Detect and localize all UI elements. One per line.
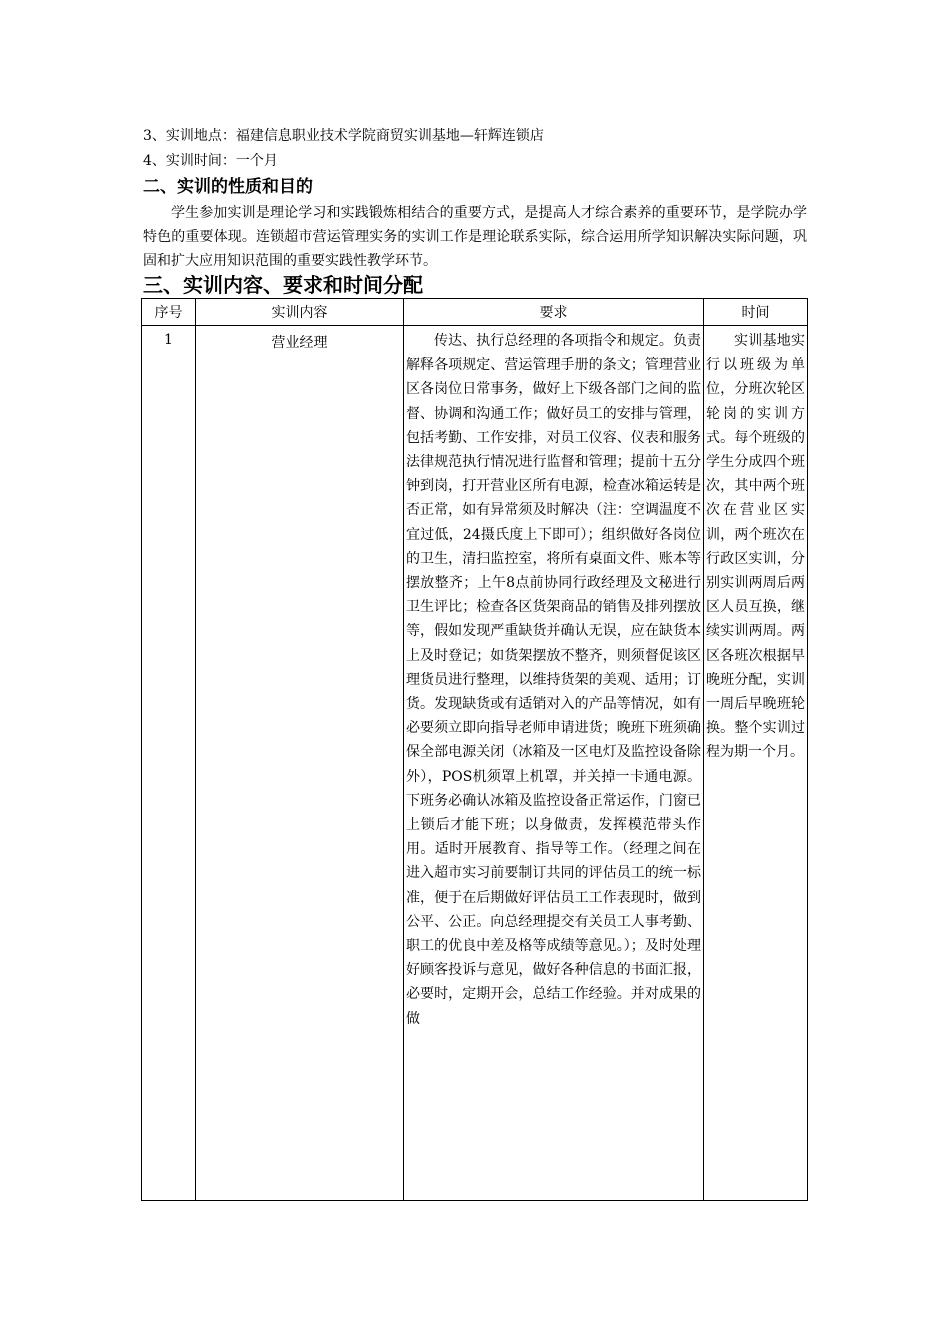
header-no: 序号 (142, 299, 196, 326)
section2-heading: 二、实训的性质和目的 (143, 177, 313, 197)
table-header-row (142, 299, 808, 326)
header-content: 实训内容 (196, 299, 404, 326)
row-requirement: 传达、执行总经理的各项指令和规定。负责解释各项规定、营运管理手册的条文；管理营业区各岗位日常事务，做好上下级各部门之间的监督、协调和沟通工作；做好员工的安排与管理，包括考勤、工作安排，对员工仪容、仪表和服务法律规范执行情况进行监督和管理；提前十五分钟到岗，打开营业区所有电源，检查冰箱运转是否正常，如有异常须及时解决（注：空调温度不宜过低，24摄氏度上下即可）；组织做好各岗位的卫生，清扫监控室，将所有桌面文件、账本等摆放整齐；上午8点前协同行政经理及文秘进行卫生评比；检查各区货架商品的销售及排列摆放等，假如发现严重缺货并确认无误，应在缺货本上及时登记；如货架摆放不整齐，则须督促该区理货员进行整理，以维持货架的美观、适用；订货。发现缺货或有适销对入的产品等情况，如有必要须立即向指导老师申请进货；晚班下班须确保全部电源关闭（冰箱及一区电灯及监控设备除外），POS机须罩上机罩，并关掉一卡通电源。下班务必确认冰箱及监控设备正常运作，门窗已上锁后才能下班；以身做责，发挥模范带头作用。适时开展教育、指导等工作。（经理之间在进入超市实习前要制订共同的评估员工的统一标准，便于在后期做好评估员工工作表现时，做到公平、公正。向总经理提交有关员工人事考勤、职工的优良中差及格等成绩等意见。）；及时处理好顾客投诉与意见，做好各种信息的书面汇报，必要时，定期开会，总结工作经验。并对成果的做 (406, 333, 701, 1027)
section2-body: 学生参加实训是理论学习和实践锻炼相结合的重要方式，是提高人才综合素养的重要环节，是学院办学特色的重要体现。连锁超市营运管理实务的实训工作是理论联系实际，综合运用所学知识解决实际问题，巩固和扩大应用知识范围的重要实践性教学环节。 (143, 205, 807, 269)
time-line: 4、实训时间：一个月 (143, 153, 278, 169)
row-time: 实训基地实行以班级为单位，分班次轮区轮岗的实训方式。每个班级的学生分成四个班次，其中两个班次在营业区实训，两个班次在行政区实训，分别实训两周后两区人员互换，继续实训两周。两区各班次根据早晚班分配，实训一周后早晚班轮换。整个实训过程为期一个月。 (706, 333, 805, 761)
row-time-cell (704, 326, 808, 1201)
table-row (142, 326, 808, 1201)
header-time: 时间 (704, 299, 808, 326)
section3-heading: 三、实训内容、要求和时间分配 (143, 273, 423, 297)
row-content: 营业经理 (196, 326, 404, 1201)
header-requirement: 要求 (404, 299, 704, 326)
training-table (141, 298, 808, 1201)
row-requirement-cell (404, 326, 704, 1201)
row-number: 1 (142, 326, 196, 1201)
location-line: 3、实训地点：福建信息职业技术学院商贸实训基地—轩辉连锁店 (143, 128, 544, 144)
